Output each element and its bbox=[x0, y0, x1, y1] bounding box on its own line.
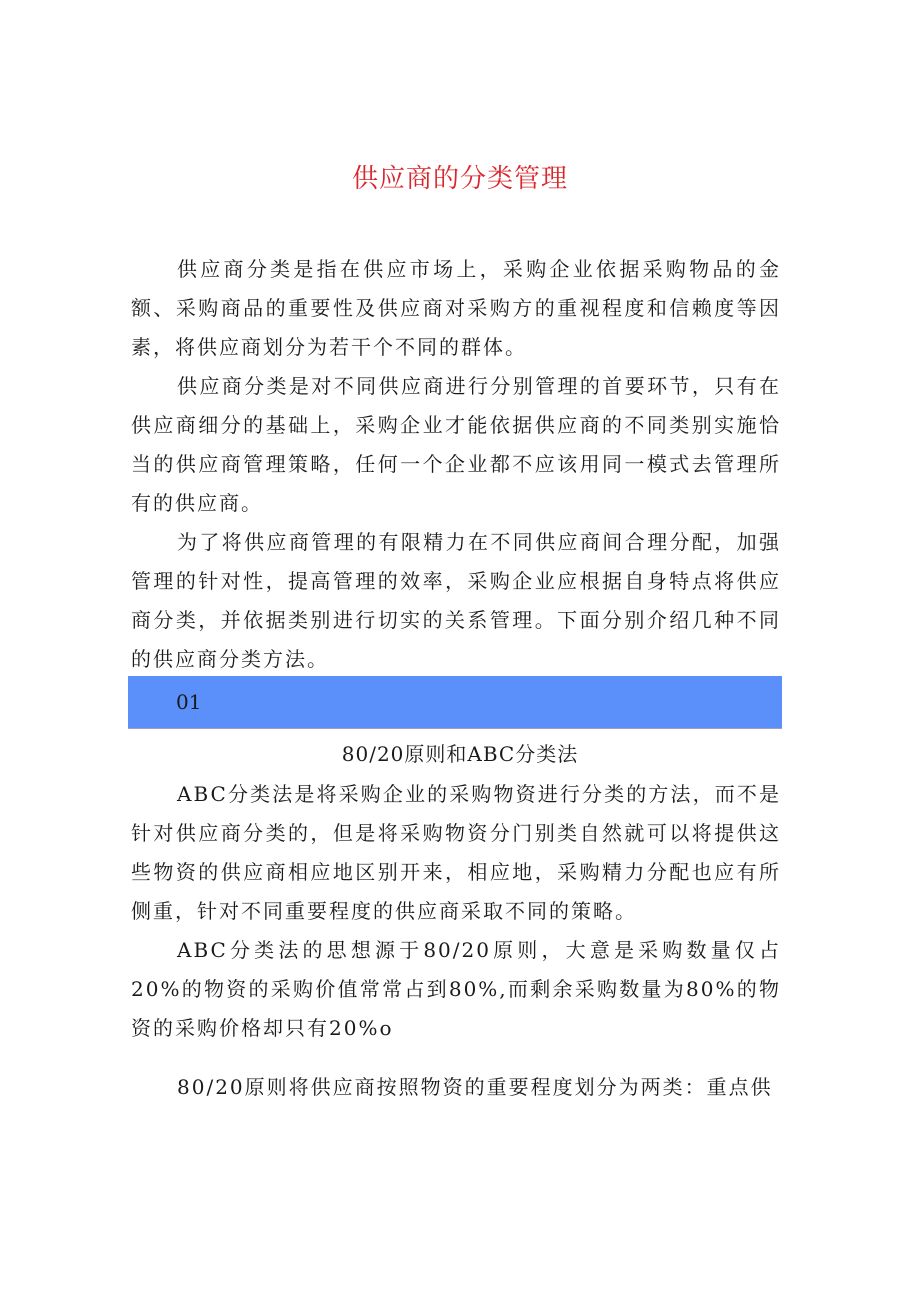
paragraph-abc-method: ABC分类法是将采购企业的采购物资进行分类的方法，而不是针对供应商分类的，但是将采购物资分门别类自然就可以将提供这些物资的供应商相应地区别开来，相应地，采购精力分配也应有所侧重，针对不同重要程度的供应商采取不同的策略。 bbox=[131, 782, 781, 923]
paragraph-definition: 供应商分类是指在供应市场上，采购企业依据采购物品的金额、采购商品的重要性及供应商对采购方的重视程度和信赖度等因素，将供应商划分为若干个不同的群体。 bbox=[131, 257, 781, 359]
paragraph-purpose: 为了将供应商管理的有限精力在不同供应商间合理分配，加强管理的针对性，提高管理的效率，采购企业应根据自身特点将供应商分类，并依据类别进行切实的关系管理。下面分别介绍几种不同的供应商分类方法。 bbox=[131, 530, 781, 671]
section-banner bbox=[128, 676, 782, 729]
paragraph-importance: 供应商分类是对不同供应商进行分别管理的首要环节，只有在供应商细分的基础上，采购企业才能依据供应商的不同类别实施恰当的供应商管理策略，任何一个企业都不应该用同一模式去管理所有的供应商。 bbox=[131, 374, 781, 515]
paragraph-abc-origin: ABC分类法的思想源于80/20原则，大意是采购数量仅占20%的物资的采购价值常常占到80%,而剩余采购数量为80%的物资的采购价格却只有20%o bbox=[131, 938, 781, 1040]
document-title: 供应商的分类管理 bbox=[351, 164, 568, 194]
paragraph-8020-rule: 80/20原则将供应商按照物资的重要程度划分为两类：重点供 bbox=[177, 1075, 773, 1099]
section-number: 01 bbox=[176, 690, 202, 714]
section-heading: 80/20原则和ABC分类法 bbox=[341, 742, 579, 766]
